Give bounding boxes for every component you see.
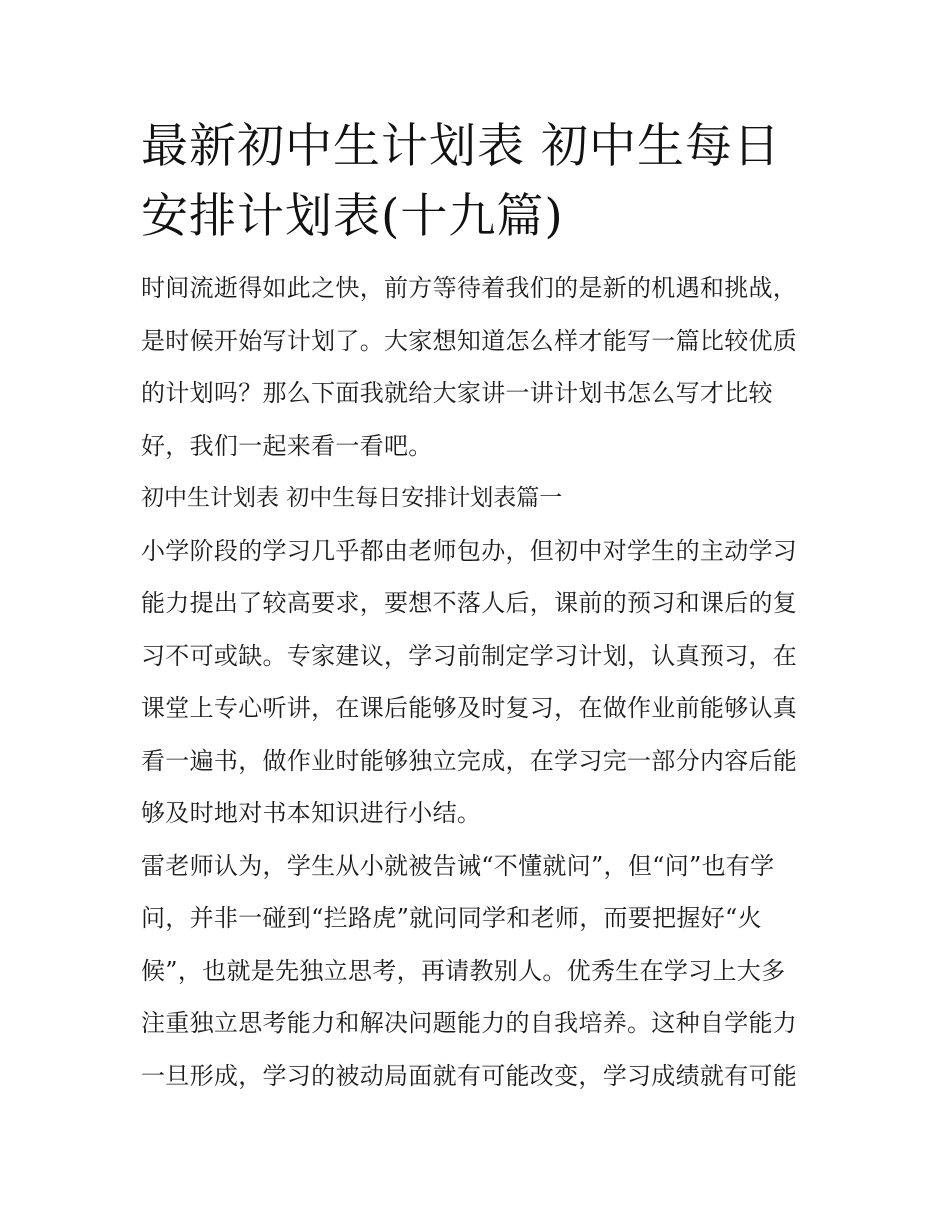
text-line: 时间流逝得如此之快，前方等待着我们的是新的机遇和挑战， [141, 274, 798, 302]
paragraph-1 [141, 525, 813, 840]
text-line: 是时候开始写计划了。大家想知道怎么样才能写一篇比较优质 [141, 326, 798, 355]
document-content [141, 112, 813, 1102]
text-line: 注重独立思考能力和解决问题能力的自我培养。这种自学能力 [141, 1009, 798, 1037]
paragraph-2 [141, 840, 813, 1103]
text-line: 看一遍书，做作业时能够独立完成，在学习完一部分内容后能 [141, 746, 798, 775]
text-line: 课堂上专心听讲，在课后能够及时复习，在做作业前能够认真 [141, 694, 798, 722]
text-line: 够及时地对书本知识进行小结。 [141, 799, 482, 827]
title-line: 最新初中生计划表 初中生每日 [141, 119, 781, 174]
text-line: 雷老师认为，学生从小就被告诫“不懂就问”，但“问”也有学 [141, 851, 775, 880]
text-line: 小学阶段的学习几乎都由老师包办，但初中对学生的主动学习 [141, 536, 798, 565]
intro-paragraph [141, 262, 813, 472]
text-line: 能力提出了较高要求，要想不落人后，课前的预习和课后的复 [141, 589, 798, 617]
text-line: 候”，也就是先独立思考，再请教别人。优秀生在学习上大多 [141, 956, 786, 985]
text-line: 习不可或缺。专家建议，学习前制定学习计划，认真预习，在 [141, 641, 798, 670]
text-line: 问，并非一碰到“拦路虎”就问同学和老师，而要把握好“火 [141, 904, 762, 932]
document-title [141, 112, 813, 252]
text-line: 好，我们一起来看一看吧。 [141, 431, 433, 460]
section-heading: 初中生计划表 初中生每日安排计划表篇一 [141, 485, 563, 511]
text-line: 的计划吗？那么下面我就给大家讲一讲计划书怎么写才比较 [141, 379, 773, 407]
title-line: 安排计划表(十九篇) [141, 189, 564, 244]
text-line: 一旦形成，学习的被动局面就有可能改变，学习成绩就有可能 [141, 1061, 798, 1090]
